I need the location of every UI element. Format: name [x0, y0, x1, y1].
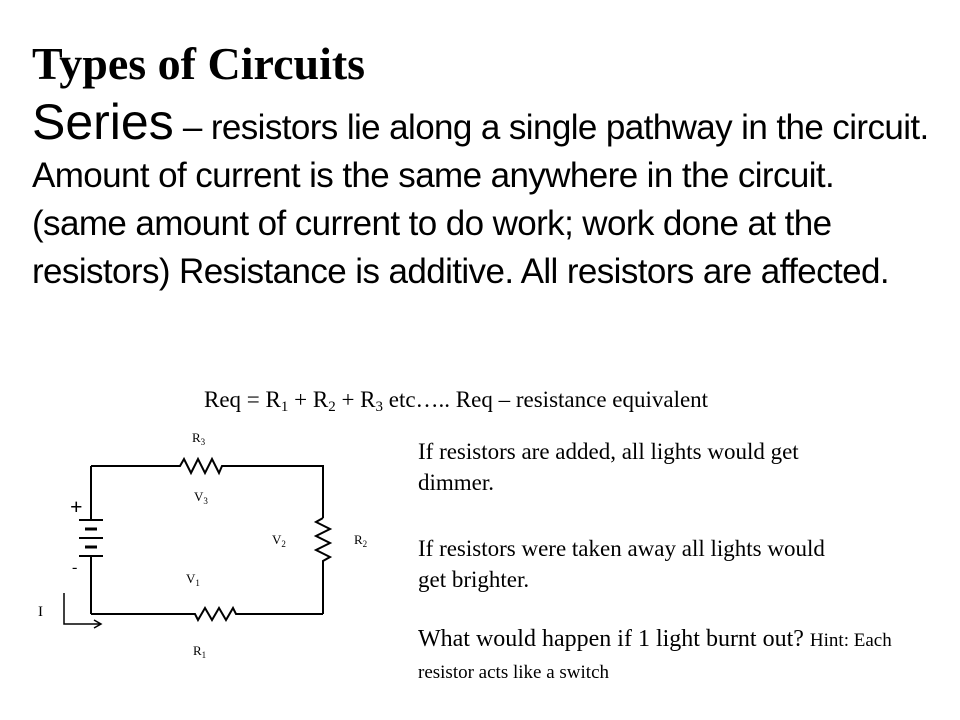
label-r3: $R_3$ [192, 430, 206, 447]
bottom-wire [91, 608, 323, 620]
current-arrow-icon [64, 593, 101, 628]
minus-sign: - [72, 559, 78, 576]
formula-part: + R [288, 387, 329, 412]
series-definition: – resistors lie along a single pathway in the circuit. Amount of current is the same anywhere in the circuit. (same amount of current to do work; work done at the resistors) Resistance is additive. All resistors are affected. [32, 108, 929, 291]
top-wire [91, 459, 323, 518]
equivalent-resistance-formula [204, 385, 708, 415]
hint-text: Hint: Each resistor acts like a switch [418, 630, 892, 683]
label-r2: $R_2$ [354, 532, 368, 549]
current-label: I [38, 604, 43, 620]
plus-sign: + [70, 494, 83, 519]
battery-icon [79, 520, 103, 556]
series-paragraph [32, 94, 932, 296]
note-resistors-added: If resistors are added, all lights would get dimmer. [418, 439, 799, 495]
formula-part: + R [335, 387, 376, 412]
series-term: Series [32, 94, 174, 150]
slide-title: Types of Circuits [32, 38, 366, 89]
question-text: What would happen if 1 light burnt out? [418, 626, 804, 652]
right-wire [316, 518, 330, 614]
formula-subscript: 2 [328, 399, 336, 415]
label-r1: $R_1$ [193, 643, 207, 660]
note-resistors-removed: If resistors were taken away all lights would get brighter. [418, 536, 825, 592]
series-description [32, 94, 932, 296]
formula-subscript: 3 [375, 399, 383, 415]
label-v3: $V_3$ [194, 489, 208, 506]
formula-part: etc….. Req – resistance equivalent [383, 387, 709, 412]
label-v1: $V_1$ [186, 571, 200, 588]
formula-subscript: 1 [280, 399, 289, 415]
formula-part: Req = R [204, 387, 281, 412]
label-v2: $V_2$ [272, 532, 286, 549]
note-burnt-out-question [418, 624, 938, 688]
